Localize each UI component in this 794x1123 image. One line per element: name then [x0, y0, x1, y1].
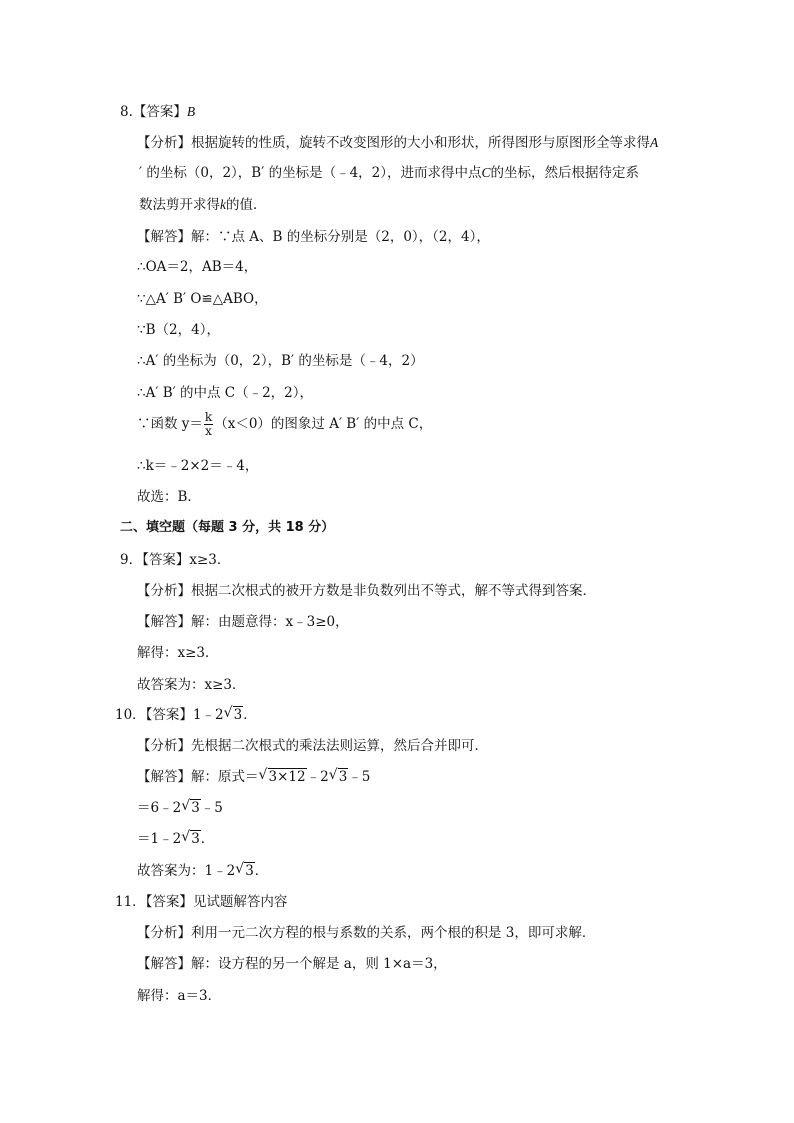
q8-solution-line4: ∵B（2，4），: [137, 322, 220, 338]
q8-solution-line9: 故选：B．: [137, 489, 201, 505]
q10-solution-line4: [137, 862, 268, 880]
sqrt-symbol: √ 3: [181, 829, 200, 847]
sqrt-symbol: √ 3: [328, 767, 348, 785]
sqrt-symbol: √ 3: [235, 861, 254, 879]
q8-analysis-line1: [137, 134, 658, 152]
q8-solution-line2: ∴OA＝2，AB＝4，: [137, 259, 258, 275]
sqrt-symbol: √ 3×12: [258, 767, 306, 785]
q10-answer-line: [115, 706, 257, 724]
section-heading: 二、填空题（每题 3 分，共 18 分）: [120, 520, 335, 535]
q8-analysis-line3: [139, 196, 267, 214]
q10-sol-text: ﹣2: [306, 769, 329, 785]
q10-solution-line2: [137, 799, 223, 817]
q8-solution-line7: [137, 410, 432, 438]
sqrt-radicand: 3: [191, 831, 200, 847]
q8-analysis-text: 数法剪开求得: [139, 197, 220, 213]
q10-label: 10．【答案】: [115, 707, 193, 723]
q10-analysis: 【分析】先根据二次根式的乘法法则运算，然后合并即可．: [137, 738, 488, 754]
q9-solution-line2: 解得：x≥3．: [137, 645, 219, 661]
q8-answer-line: [120, 103, 195, 121]
q11-label: 11．【答案】: [115, 894, 193, 910]
q10-sol-text: ．: [200, 831, 215, 847]
q10-sol-text: ﹣5: [200, 800, 223, 816]
q9-answer: x≥3．: [189, 552, 231, 568]
sqrt-radicand: 3: [245, 863, 254, 879]
q10-sol-text: ．: [254, 863, 269, 879]
q11-analysis: 【分析】利用一元二次方程的根与系数的关系，两个根的积是 3，即可求解．: [137, 925, 596, 941]
q10-sol-text: ＝1﹣2: [137, 831, 182, 847]
sqrt-radicand: 3: [191, 800, 200, 816]
q8-analysis-line2: [139, 164, 639, 182]
sqrt-symbol: √ 3: [181, 798, 200, 816]
q8-analysis-var: C: [481, 165, 491, 180]
q8-analysis-text: ′ 的坐标（0，2），: [139, 165, 252, 181]
q10-sol-text: ﹣5: [348, 769, 371, 785]
q10-solution-line3: [137, 830, 214, 848]
q8-analysis-text: B′ 的坐标是（﹣4，2），进而求得中点: [251, 165, 482, 181]
q8-analysis-var: k: [220, 197, 226, 212]
q8-label: 8.【答案】: [120, 104, 187, 120]
fraction-numerator: k: [204, 410, 213, 424]
q8-solution-line6: ∴A′ B′ 的中点 C（﹣2，2），: [137, 385, 314, 401]
q8-sol-text: （x＜0）的图象过 A′ B′ 的中点 C，: [214, 416, 433, 432]
sqrt-radicand: 3×12: [268, 769, 306, 785]
q9-solution-line1: 【解答】解：由题意得：x﹣3≥0，: [137, 614, 349, 630]
q11-answer: 见试题解答内容: [192, 894, 288, 910]
q8-analysis-text: 【分析】根据旋转的性质，旋转不改变图形的大小和形状，所得图形与原图形全等求得: [137, 135, 650, 151]
q8-analysis-text: 的值．: [226, 197, 267, 213]
q11-answer-line: [115, 893, 287, 911]
q8-answer: B: [186, 104, 196, 119]
q10-answer-text: ．: [243, 707, 257, 723]
q8-solution-line3: ∵△A′ B′ O≌△ABO，: [137, 291, 268, 307]
q8-analysis-text: 的坐标，然后根据待定系: [490, 165, 640, 181]
q8-analysis-var: A: [650, 135, 659, 150]
sqrt-radicand: 3: [233, 707, 243, 723]
q9-solution-line3: 故答案为：x≥3．: [137, 677, 246, 693]
q9-analysis: 【分析】根据二次根式的被开方数是非负数列出不等式，解不等式得到答案．: [137, 583, 596, 599]
q10-sol-text: 【解答】解：原式＝: [137, 769, 259, 785]
q10-answer-text: 1﹣2: [192, 707, 224, 723]
q8-sol-text: ∵函数 y＝: [137, 416, 203, 432]
q10-solution-line1: [137, 768, 370, 786]
q11-solution-line1: 【解答】解：设方程的另一个解是 a，则 1×a＝3，: [137, 956, 447, 972]
q10-sol-text: 故答案为：1﹣2: [137, 863, 236, 879]
fraction-k-over-x: [204, 411, 213, 438]
fraction-denominator: x: [205, 424, 212, 438]
sqrt-symbol: √ 3: [223, 705, 243, 723]
q8-solution-line5: ∴A′ 的坐标为（0，2），B′ 的坐标是（﹣4，2）: [137, 353, 424, 369]
sqrt-radicand: 3: [338, 769, 348, 785]
q8-solution-line8: ∴k＝﹣2×2＝﹣4，: [137, 458, 259, 474]
q9-label: 9．【答案】: [120, 552, 190, 568]
q11-solution-line2: 解得：a＝3．: [137, 988, 222, 1004]
q9-answer-line: [120, 551, 230, 569]
q10-sol-text: ＝6﹣2: [137, 800, 182, 816]
q8-solution-line1: 【解答】解：∵点 A、B 的坐标分别是（2，0），（2，4），: [137, 229, 490, 245]
